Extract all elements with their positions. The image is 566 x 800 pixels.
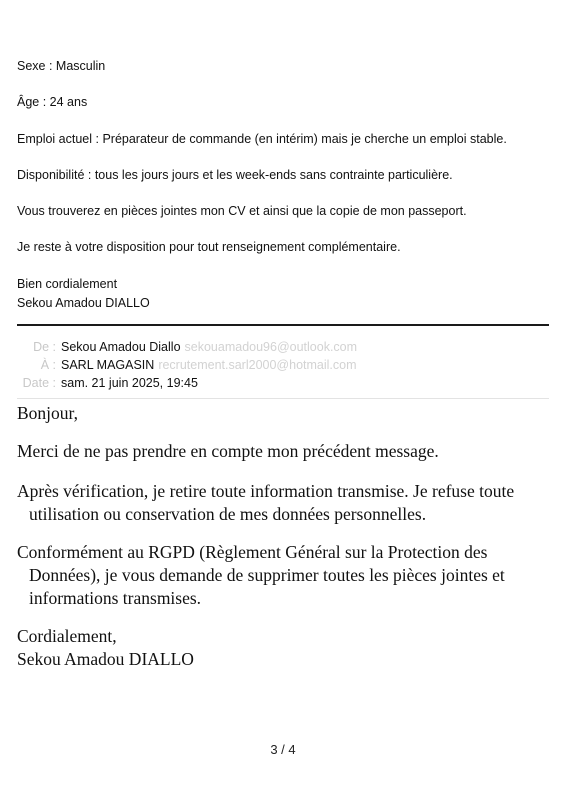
body-paragraph-3-line-2: Données), je vous demande de supprimer toutes les pièces jointes et — [29, 565, 505, 585]
body-greeting: Bonjour, — [17, 403, 79, 423]
date-value: sam. 21 juin 2025, 19:45 — [61, 376, 198, 390]
header-date-row — [0, 376, 566, 394]
body-paragraph-2-line-2: utilisation ou conservation de mes données personnelles. — [29, 504, 427, 524]
body-closing: Cordialement, — [17, 626, 117, 646]
info-disponibilite: Disponibilité : tous les jours jours et les week-ends sans contrainte particulière. — [17, 168, 453, 182]
page-indicator: 3 / 4 — [270, 742, 296, 757]
body-paragraph-3-line-1: Conformément au RGPD (Règlement Général sur la Protection des — [17, 542, 488, 562]
info-age: Âge : 24 ans — [17, 95, 88, 109]
body-paragraph-3-line-3: informations transmises. — [29, 588, 202, 608]
message-divider — [17, 324, 549, 326]
from-label: De : — [33, 340, 56, 354]
to-name[interactable]: SARL MAGASIN — [61, 358, 155, 372]
date-label: Date : — [22, 376, 56, 390]
header-from-row — [0, 340, 566, 358]
info-pieces-jointes: Vous trouverez en pièces jointes mon CV et ainsi que la copie de mon passeport. — [17, 204, 467, 218]
body-signature: Sekou Amadou DIALLO — [17, 649, 194, 669]
earlier-closing: Bien cordialement — [17, 277, 118, 291]
body-paragraph-2-line-1: Après vérification, je retire toute information transmise. Je refuse toute — [17, 481, 515, 501]
to-email[interactable]: recrutement.sarl2000@hotmail.com — [158, 358, 357, 372]
header-divider — [17, 398, 549, 399]
header-to-row — [0, 358, 566, 376]
info-emploi: Emploi actuel : Préparateur de commande (en intérim) mais je cherche un emploi stable. — [17, 132, 507, 146]
from-email[interactable]: sekouamadou96@outlook.com — [184, 340, 358, 354]
from-name[interactable]: Sekou Amadou Diallo — [61, 340, 181, 354]
to-label: À : — [40, 358, 56, 372]
earlier-signature: Sekou Amadou DIALLO — [17, 296, 150, 310]
body-paragraph-1: Merci de ne pas prendre en compte mon précédent message. — [17, 441, 439, 461]
info-disposition: Je reste à votre disposition pour tout renseignement complémentaire. — [17, 240, 401, 254]
body-paragraph-3 — [17, 541, 547, 610]
info-sexe: Sexe : Masculin — [17, 59, 106, 73]
body-paragraph-2 — [17, 480, 547, 526]
from-field — [61, 340, 357, 354]
to-field — [61, 358, 357, 372]
